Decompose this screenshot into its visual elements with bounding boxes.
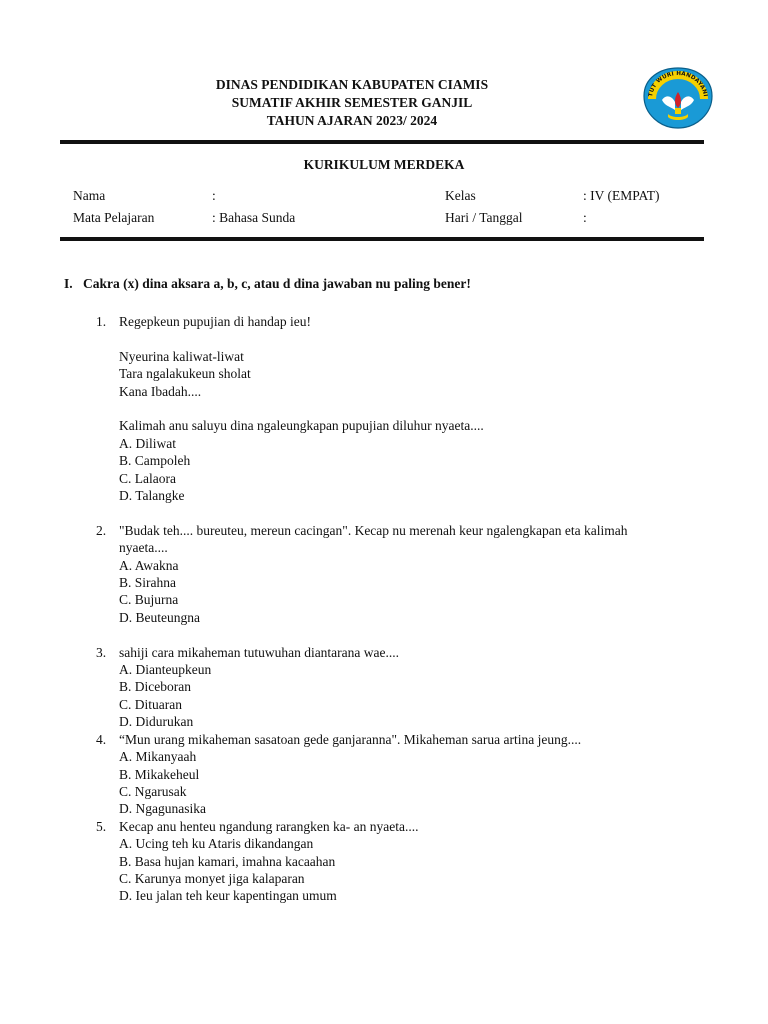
answer-option-d[interactable]: D. Ngagunasika bbox=[119, 801, 206, 817]
answer-option-b[interactable]: B. Campoleh bbox=[119, 453, 191, 469]
question-text: Kalimah anu saluyu dina ngaleungkapan pupujian diluhur nyaeta.... bbox=[119, 418, 484, 434]
answer-option-b[interactable]: B. Sirahna bbox=[119, 575, 176, 591]
question-number: 3. bbox=[96, 644, 107, 660]
section-instruction bbox=[64, 276, 471, 292]
section-instruction-text: Cakra (x) dina aksara a, b, c, atau d dina jawaban nu paling bener! bbox=[83, 276, 471, 291]
answer-option-d[interactable]: D. Didurukan bbox=[119, 714, 194, 730]
question-number: 2. bbox=[96, 522, 107, 538]
question-number: 1. bbox=[96, 314, 107, 329]
curriculum-title: KURIKULUM MERDEKA bbox=[303, 157, 465, 172]
header-line-1: DINAS PENDIDIKAN KABUPATEN CIAMIS bbox=[215, 77, 489, 92]
question-1 bbox=[96, 313, 716, 504]
poem-line: Kana Ibadah.... bbox=[119, 383, 202, 399]
answer-option-c[interactable]: C. Karunya monyet jiga kalaparan bbox=[119, 870, 305, 886]
kelas-value: : IV (EMPAT) bbox=[583, 188, 660, 203]
answer-option-d[interactable]: D. Beuteungna bbox=[119, 609, 200, 625]
poem-line: Nyeurina kaliwat-liwat bbox=[119, 348, 244, 364]
answer-option-a[interactable]: A. Ucing teh ku Ataris dikandangan bbox=[119, 836, 314, 852]
header-divider-bottom bbox=[60, 237, 704, 241]
document-header bbox=[0, 76, 704, 130]
poem-line: Tara ngalakukeun sholat bbox=[119, 366, 251, 382]
question-number: 4. bbox=[96, 731, 107, 747]
question-5 bbox=[96, 818, 716, 905]
answer-option-b[interactable]: B. Diceboran bbox=[119, 679, 191, 695]
hari-label: Hari / Tanggal bbox=[445, 210, 523, 225]
question-text: “Mun urang mikaheman sasatoan gede ganjaranna". Mikaheman sarua artina jeung.... bbox=[119, 731, 582, 747]
answer-option-a[interactable]: A. Awakna bbox=[119, 557, 179, 573]
mapel-label: Mata Pelajaran bbox=[73, 210, 155, 225]
header-line-2: SUMATIF AKHIR SEMESTER GANJIL bbox=[231, 95, 473, 110]
question-number: 5. bbox=[96, 818, 107, 834]
section-number: I. bbox=[64, 276, 73, 291]
header-divider-top bbox=[60, 140, 704, 144]
question-text: Kecap anu henteu ngandung rarangken ka- an nyaeta.... bbox=[119, 818, 419, 834]
question-prompt: Regepkeun pupujian di handap ieu! bbox=[119, 314, 311, 329]
nama-label: Nama bbox=[73, 188, 106, 203]
svg-text:TUT WURI HANDAYANI: TUT WURI HANDAYANI bbox=[648, 70, 708, 98]
question-3 bbox=[96, 644, 716, 731]
mapel-value: : Bahasa Sunda bbox=[212, 210, 296, 225]
answer-option-b[interactable]: B. Mikakeheul bbox=[119, 766, 200, 782]
question-2 bbox=[96, 522, 716, 626]
question-list bbox=[96, 313, 716, 905]
question-text: "Budak teh.... bureuteu, mereun cacingan". Kecap nu merenah keur ngalengkapan eta kalimah nyaeta.... bbox=[119, 522, 628, 556]
answer-option-c[interactable]: C. Ngarusak bbox=[119, 783, 187, 799]
nama-value: : bbox=[212, 188, 216, 203]
hari-value: : bbox=[583, 210, 587, 225]
question-text: sahiji cara mikaheman tutuwuhan diantarana wae.... bbox=[119, 644, 400, 660]
answer-option-a[interactable]: A. Mikanyaah bbox=[119, 749, 197, 765]
answer-option-d[interactable]: D. Ieu jalan teh keur kapentingan umum bbox=[119, 888, 337, 904]
question-4 bbox=[96, 731, 716, 818]
answer-option-c[interactable]: C. Dituaran bbox=[119, 696, 182, 712]
kelas-label: Kelas bbox=[445, 188, 476, 203]
answer-option-a[interactable]: A. Dianteupkeun bbox=[119, 662, 212, 678]
tut-wuri-handayani-logo bbox=[638, 66, 718, 130]
header-line-3: TAHUN AJARAN 2023/ 2024 bbox=[266, 113, 438, 128]
answer-option-c[interactable]: C. Bujurna bbox=[119, 592, 179, 608]
answer-option-a[interactable]: A. Diliwat bbox=[119, 435, 176, 451]
answer-option-c[interactable]: C. Lalaora bbox=[119, 470, 176, 486]
answer-option-d[interactable]: D. Talangke bbox=[119, 488, 185, 504]
answer-option-b[interactable]: B. Basa hujan kamari, imahna kacaahan bbox=[119, 853, 336, 869]
